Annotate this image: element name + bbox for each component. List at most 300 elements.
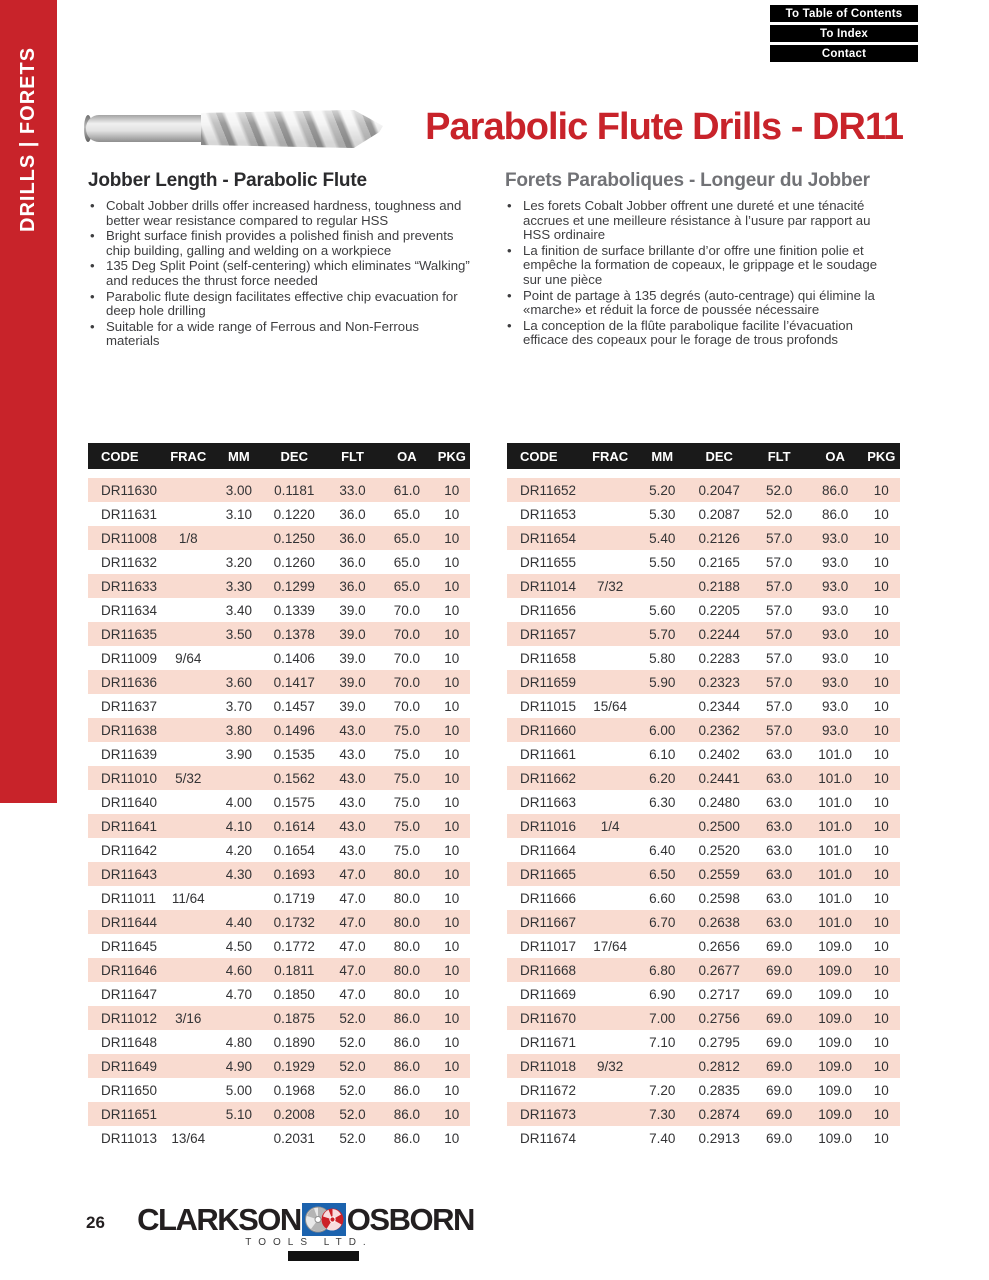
table-row	[88, 646, 470, 670]
table-cell: 10	[444, 962, 460, 978]
table-cell: 6.70	[649, 914, 676, 930]
table-cell: 13/64	[171, 1130, 206, 1146]
table-cell: 109.0	[818, 986, 853, 1002]
table-cell: 7.40	[649, 1130, 676, 1146]
table-row	[88, 1078, 470, 1102]
table-cell: 0.1457	[273, 698, 315, 714]
table-cell: 6.30	[649, 794, 676, 810]
table-cell: 61.0	[393, 482, 421, 498]
table-cell: 52.0	[339, 1106, 366, 1122]
table-cell: 70.0	[393, 602, 421, 618]
table-cell: 10	[444, 770, 460, 786]
drill-flutes	[201, 110, 383, 148]
bullet-item	[505, 319, 897, 348]
table-row	[88, 574, 470, 598]
table-cell: 52.0	[339, 1010, 366, 1026]
table-cell: 3.60	[225, 674, 253, 690]
table-cell: 63.0	[765, 770, 793, 786]
table-cell: 0.2441	[698, 770, 740, 786]
table-cell: 93.0	[821, 722, 849, 738]
table-cell: 0.1614	[273, 818, 315, 834]
table-cell: 93.0	[821, 626, 849, 642]
table-cell: 52.0	[339, 1130, 366, 1146]
table-cell: 0.1772	[273, 938, 315, 954]
table-cell: 10	[444, 1010, 460, 1026]
table-cell: 0.2500	[698, 818, 740, 834]
table-cell: 65.0	[393, 530, 421, 546]
table-cell: 93.0	[821, 530, 849, 546]
table-cell: DR11648	[101, 1034, 158, 1050]
table-row	[88, 694, 470, 718]
table-header-row	[88, 443, 470, 469]
table-cell: 0.2598	[698, 890, 740, 906]
bullet-item	[505, 199, 897, 243]
table-cell: 10	[873, 842, 889, 858]
table-cell: 65.0	[393, 578, 421, 594]
logo-word-clarkson: CLARKSON	[137, 1202, 301, 1237]
table-row	[88, 1126, 470, 1150]
table-row	[507, 1126, 900, 1150]
table-cell: 7.30	[649, 1106, 676, 1122]
table-cell: 10	[873, 1082, 889, 1098]
table-cell: 0.1417	[273, 674, 315, 690]
table-cell: 0.1220	[273, 506, 315, 522]
table-cell: 4.90	[225, 1058, 253, 1074]
table-cell: DR11668	[520, 962, 577, 978]
table-body	[88, 478, 470, 1150]
table-cell: 101.0	[818, 914, 853, 930]
nav-buttons	[770, 5, 918, 65]
table-cell: 57.0	[765, 698, 793, 714]
table-cell: 10	[873, 530, 889, 546]
table-cell: 57.0	[765, 674, 793, 690]
table-cell: 93.0	[821, 698, 849, 714]
table-cell: 69.0	[765, 1058, 793, 1074]
table-row	[88, 958, 470, 982]
table-cell: 0.2047	[698, 482, 740, 498]
table-cell: 63.0	[765, 794, 793, 810]
column-header-code: CODE	[101, 448, 139, 464]
table-cell: 3.10	[225, 506, 253, 522]
table-cell: 10	[873, 482, 889, 498]
table-row	[88, 550, 470, 574]
table-cell: 3.50	[225, 626, 253, 642]
table-row	[88, 934, 470, 958]
table-cell: 10	[444, 938, 460, 954]
table-row	[88, 670, 470, 694]
sidebar-section-label: DRILLS | FORETS	[17, 46, 39, 233]
table-cell: 7.10	[649, 1034, 676, 1050]
table-cell: 0.1875	[273, 1010, 315, 1026]
to-index-button[interactable]: To Index	[770, 25, 918, 42]
table-row	[88, 886, 470, 910]
table-cell: 17/64	[593, 938, 628, 954]
bullet-item	[88, 290, 476, 319]
table-cell: 0.2008	[273, 1106, 315, 1122]
table-cell: 0.1811	[274, 962, 315, 978]
table-cell: DR11666	[520, 890, 577, 906]
table-cell: DR11017	[520, 938, 577, 954]
table-cell: 0.2244	[698, 626, 740, 642]
table-cell: 6.80	[649, 962, 676, 978]
table-cell: 10	[873, 770, 889, 786]
table-cell: 57.0	[765, 554, 793, 570]
table-cell: 6.00	[649, 722, 676, 738]
table-cell: 101.0	[818, 770, 853, 786]
table-row	[507, 910, 900, 934]
red-sidebar	[0, 0, 57, 803]
table-cell: 0.2795	[698, 1034, 740, 1050]
table-row	[88, 766, 470, 790]
table-cell: DR11642	[101, 842, 158, 858]
table-cell: 0.1250	[273, 530, 315, 546]
table-cell: 47.0	[339, 914, 366, 930]
table-cell: 0.2520	[698, 842, 740, 858]
table-cell: 80.0	[393, 890, 421, 906]
table-cell: 5.50	[649, 554, 676, 570]
table-cell: 3.80	[225, 722, 253, 738]
table-cell: 0.1299	[273, 578, 315, 594]
table-cell: DR11647	[101, 986, 158, 1002]
table-cell: 101.0	[818, 818, 853, 834]
table-cell: 0.1406	[273, 650, 315, 666]
table-cell: 109.0	[818, 1034, 853, 1050]
table-cell: 0.1496	[273, 722, 315, 738]
table-cell: 0.2656	[698, 938, 740, 954]
to-table-of-contents-button[interactable]: To Table of Contents	[770, 5, 918, 22]
table-row	[507, 574, 900, 598]
table-cell: 63.0	[765, 914, 793, 930]
table-row	[507, 646, 900, 670]
table-row	[88, 1030, 470, 1054]
table-cell: 65.0	[393, 554, 421, 570]
column-header-code: CODE	[520, 448, 558, 464]
table-cell: DR11010	[101, 770, 158, 786]
table-cell: 0.2638	[698, 914, 740, 930]
table-cell: 36.0	[339, 506, 366, 522]
table-cell: 86.0	[393, 1010, 421, 1026]
table-row	[507, 1078, 900, 1102]
table-cell: 10	[444, 794, 460, 810]
table-cell: DR11667	[520, 914, 577, 930]
table-cell: DR11651	[101, 1106, 158, 1122]
table-row	[88, 526, 470, 550]
bullet-icon: •	[507, 287, 512, 303]
table-cell: 39.0	[339, 674, 366, 690]
table-cell: 0.1260	[273, 554, 315, 570]
table-cell: 63.0	[765, 818, 793, 834]
table-cell: 43.0	[339, 842, 366, 858]
column-header-frac: FRAC	[592, 448, 629, 464]
bullet-text: Les forets Cobalt Jobber offrent une dureté et une ténacité accrues et une meilleure résistance à l’usure par rapport au HSS ordinaire	[523, 198, 871, 243]
logo-word-osborn: OSBORN	[346, 1202, 474, 1237]
table-cell: 80.0	[393, 914, 421, 930]
table-cell: 10	[444, 890, 460, 906]
table-cell: DR11669	[520, 986, 577, 1002]
drill-bit-image	[84, 100, 384, 158]
table-cell: 10	[873, 914, 889, 930]
table-cell: 93.0	[821, 674, 849, 690]
table-cell: DR11650	[101, 1082, 158, 1098]
table-cell: 10	[444, 842, 460, 858]
table-cell: 10	[444, 554, 460, 570]
table-cell: 39.0	[339, 650, 366, 666]
table-cell: 86.0	[821, 482, 849, 498]
table-cell: 75.0	[393, 794, 421, 810]
table-cell: 0.1535	[273, 746, 315, 762]
table-cell: 65.0	[393, 506, 421, 522]
table-cell: 3/16	[175, 1010, 202, 1026]
table-cell: 36.0	[339, 554, 366, 570]
logo-subtitle: TOOLS LTD.	[245, 1237, 373, 1248]
table-cell: 86.0	[393, 1034, 421, 1050]
table-row	[88, 622, 470, 646]
table-cell: 36.0	[339, 578, 366, 594]
table-body	[507, 478, 900, 1150]
table-cell: 69.0	[765, 986, 793, 1002]
table-cell: 0.1181	[274, 482, 315, 498]
table-cell: 0.1719	[273, 890, 315, 906]
table-cell: DR11672	[520, 1082, 577, 1098]
table-cell: 70.0	[393, 698, 421, 714]
bullet-icon: •	[507, 242, 512, 258]
table-cell: DR11657	[520, 626, 577, 642]
table-cell: 80.0	[393, 938, 421, 954]
column-header-oa: OA	[397, 448, 417, 464]
table-cell: 52.0	[765, 506, 793, 522]
table-cell: DR11012	[101, 1010, 158, 1026]
table-row	[88, 838, 470, 862]
table-row	[88, 1006, 470, 1030]
table-cell: 1/4	[600, 818, 620, 834]
table-cell: 11/64	[171, 890, 205, 906]
table-row	[507, 838, 900, 862]
table-cell: 10	[444, 914, 460, 930]
table-cell: 86.0	[393, 1106, 421, 1122]
table-cell: 10	[444, 818, 460, 834]
table-cell: 10	[873, 962, 889, 978]
table-cell: 4.70	[225, 986, 253, 1002]
table-cell: 0.2205	[698, 602, 740, 618]
gear-blades-icon	[302, 1203, 346, 1236]
table-cell: 63.0	[765, 842, 793, 858]
table-row	[507, 622, 900, 646]
table-cell: DR11641	[101, 818, 158, 834]
table-row	[507, 718, 900, 742]
table-cell: DR11009	[101, 650, 158, 666]
table-cell: 52.0	[765, 482, 793, 498]
table-cell: 80.0	[393, 866, 421, 882]
table-cell: 0.1654	[273, 842, 315, 858]
table-cell: DR11637	[101, 698, 158, 714]
table-cell: 109.0	[818, 938, 853, 954]
table-header-row	[507, 443, 900, 469]
table-cell: 10	[873, 1058, 889, 1074]
table-cell: 47.0	[339, 866, 366, 882]
table-cell: 6.50	[649, 866, 676, 882]
bullet-item	[88, 320, 476, 349]
table-cell: 75.0	[393, 746, 421, 762]
table-cell: DR11656	[520, 602, 577, 618]
table-cell: 10	[873, 794, 889, 810]
table-cell: 69.0	[765, 1130, 793, 1146]
drill-shank	[86, 115, 204, 142]
table-cell: 10	[873, 650, 889, 666]
table-cell: 70.0	[393, 674, 421, 690]
table-cell: 52.0	[339, 1034, 366, 1050]
table-cell: DR11655	[520, 554, 577, 570]
table-cell: 10	[873, 578, 889, 594]
table-cell: 39.0	[339, 626, 366, 642]
table-cell: DR11631	[101, 506, 158, 522]
table-cell: DR11636	[101, 674, 158, 690]
table-row	[507, 526, 900, 550]
table-cell: 6.40	[649, 842, 676, 858]
table-cell: 63.0	[765, 866, 793, 882]
table-cell: 86.0	[393, 1082, 421, 1098]
bullet-text: La conception de la flûte parabolique facilite l’évacuation efficace des copeaux pour le forage de trous profonds	[523, 317, 853, 348]
table-cell: DR11652	[520, 482, 577, 498]
table-cell: 109.0	[818, 962, 853, 978]
contact-button[interactable]: Contact	[770, 45, 918, 62]
table-row	[507, 694, 900, 718]
table-cell: 69.0	[765, 1034, 793, 1050]
page-number: 26	[86, 1213, 105, 1232]
table-cell: 10	[873, 626, 889, 642]
table-cell: 5.70	[649, 626, 676, 642]
table-cell: 109.0	[818, 1058, 853, 1074]
table-row	[507, 862, 900, 886]
table-cell: 10	[444, 698, 460, 714]
table-cell: 75.0	[393, 818, 421, 834]
table-cell: 43.0	[339, 722, 366, 738]
table-cell: 10	[444, 866, 460, 882]
table-cell: 0.2362	[698, 722, 740, 738]
table-cell: 101.0	[818, 794, 853, 810]
table-cell: 5.20	[649, 482, 676, 498]
table-cell: DR11673	[520, 1106, 577, 1122]
table-cell: 10	[873, 1034, 889, 1050]
column-header-flt: FLT	[341, 448, 364, 464]
table-cell: 4.00	[225, 794, 253, 810]
table-cell: 6.60	[649, 890, 676, 906]
table-cell: 47.0	[339, 890, 366, 906]
table-row	[507, 958, 900, 982]
table-cell: 10	[444, 1106, 460, 1122]
logo-underline-bar	[288, 1251, 359, 1261]
table-cell: 109.0	[818, 1106, 853, 1122]
table-row	[88, 718, 470, 742]
table-cell: 3.30	[225, 578, 253, 594]
table-cell: 0.2165	[698, 554, 740, 570]
table-cell: 57.0	[765, 530, 793, 546]
table-cell: 0.2812	[698, 1058, 740, 1074]
page-title: Parabolic Flute Drills - DR11	[425, 106, 903, 148]
table-cell: 0.2874	[698, 1106, 740, 1122]
table-cell: DR11654	[520, 530, 577, 546]
bullet-item	[88, 259, 476, 288]
table-cell: 0.2559	[698, 866, 740, 882]
table-cell: 5.60	[649, 602, 676, 618]
intro-heading-french: Forets Paraboliques - Longeur du Jobber	[505, 170, 870, 191]
table-cell: 10	[873, 818, 889, 834]
table-cell: DR11638	[101, 722, 158, 738]
table-cell: 101.0	[818, 866, 853, 882]
table-cell: 93.0	[821, 578, 849, 594]
table-cell: 10	[873, 938, 889, 954]
table-cell: 10	[873, 554, 889, 570]
table-row	[507, 478, 900, 502]
bullet-text: La finition de surface brillante d’or offre une finition polie et empêche la formation de copeaux, le grippage et le soudage sur une pièce	[523, 242, 878, 287]
table-cell: 86.0	[821, 506, 849, 522]
table-row	[88, 982, 470, 1006]
table-cell: 69.0	[765, 962, 793, 978]
table-cell: 10	[873, 1106, 889, 1122]
table-cell: DR11671	[520, 1034, 577, 1050]
table-row	[88, 1102, 470, 1126]
table-row	[507, 886, 900, 910]
table-cell: 10	[873, 674, 889, 690]
table-cell: DR11013	[101, 1130, 158, 1146]
table-cell: 10	[873, 866, 889, 882]
table-cell: 7/32	[597, 578, 624, 594]
table-cell: 10	[873, 602, 889, 618]
table-row	[507, 982, 900, 1006]
table-cell: 4.80	[225, 1034, 253, 1050]
bullet-item	[505, 289, 897, 318]
table-cell: 10	[873, 722, 889, 738]
table-cell: 4.40	[225, 914, 253, 930]
table-cell: 43.0	[339, 794, 366, 810]
table-cell: 10	[873, 890, 889, 906]
table-row	[507, 766, 900, 790]
table-cell: 10	[444, 650, 460, 666]
table-cell: 0.1968	[273, 1082, 315, 1098]
table-cell: 0.2677	[698, 962, 740, 978]
table-cell: DR11639	[101, 746, 158, 762]
table-cell: 109.0	[818, 1130, 853, 1146]
table-cell: 4.20	[225, 842, 253, 858]
table-cell: 10	[873, 1130, 889, 1146]
table-cell: 0.2126	[698, 530, 740, 546]
intro-heading-english: Jobber Length - Parabolic Flute	[88, 170, 367, 191]
table-cell: 101.0	[818, 890, 853, 906]
table-cell: 3.90	[225, 746, 253, 762]
table-cell: 4.60	[225, 962, 253, 978]
table-cell: 52.0	[339, 1058, 366, 1074]
table-cell: 15/64	[593, 698, 628, 714]
bullet-item	[505, 244, 897, 288]
table-cell: 4.30	[225, 866, 253, 882]
column-header-mm: MM	[228, 448, 250, 464]
table-cell: 0.1339	[273, 602, 315, 618]
table-cell: 10	[873, 506, 889, 522]
table-cell: 5/32	[175, 770, 202, 786]
logo-wordmark	[137, 1203, 474, 1236]
table-cell: 10	[444, 626, 460, 642]
table-cell: 0.1378	[273, 626, 315, 642]
table-cell: 0.2480	[698, 794, 740, 810]
table-cell: 47.0	[339, 962, 366, 978]
table-cell: DR11644	[101, 914, 158, 930]
table-cell: 3.00	[225, 482, 253, 498]
table-cell: DR11664	[520, 842, 577, 858]
table-cell: DR11649	[101, 1058, 158, 1074]
table-cell: 86.0	[393, 1130, 421, 1146]
table-cell: 4.50	[225, 938, 253, 954]
table-cell: 6.90	[649, 986, 676, 1002]
table-cell: 75.0	[393, 722, 421, 738]
